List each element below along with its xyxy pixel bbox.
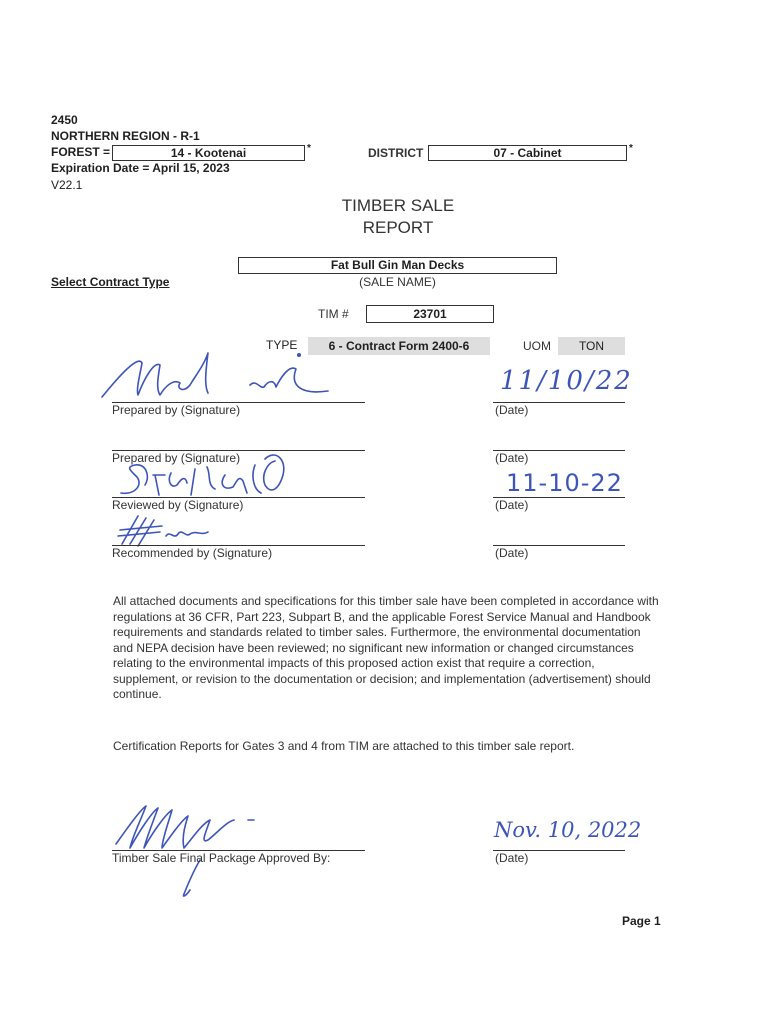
forest-required-mark: * [307,143,311,154]
recommended-label: Recommended by (Signature) [112,546,273,560]
date3-handwritten: 11-10-22 [506,469,623,497]
date5-handwritten: Nov. 10, 2022 [494,818,642,842]
certification-paragraph [113,594,693,703]
date3-label: (Date) [495,498,529,512]
page-number: Page 1 [622,914,661,928]
region-label: NORTHERN REGION - R-1 [51,129,200,143]
tim-label: TIM # [318,307,349,321]
paragraph-line: continue. [113,687,162,701]
uom-label: UOM [523,339,551,353]
tim-field[interactable]: 23701 [366,305,494,323]
paragraph-line: requirements and standards related to timber sales. Furthermore, the environmental documentation [113,625,641,639]
sale-name-field[interactable]: Fat Bull Gin Man Decks [238,257,557,274]
reviewed-label: Reviewed by (Signature) [112,498,244,512]
report-title-line2: REPORT [362,218,434,237]
version-label: V22.1 [51,178,83,192]
district-label: DISTRICT [368,146,424,160]
prepared1-label: Prepared by (Signature) [112,403,241,417]
contract-type-select[interactable]: 6 - Contract Form 2400-6 [308,337,490,355]
form-code: 2450 [51,113,78,127]
date5-label: (Date) [495,851,529,865]
prepared1-signature [100,345,340,405]
report-title-line1: TIMBER SALE [341,196,455,215]
gates-paragraph: Certification Reports for Gates 3 and 4 from TIM are attached to this timber sale report. [113,739,575,753]
select-contract-type-link[interactable]: Select Contract Type [51,275,170,289]
date1-handwritten: 11/10/22 [500,366,633,396]
type-label: TYPE [266,338,298,352]
reviewed-signature [115,445,295,505]
paragraph-line: supplement, or revision to the documentation or decision; and implementation (advertisement) should [113,671,651,686]
forest-label: FOREST = [51,145,111,159]
paragraph-line: relating to the environmental impacts of this proposed action exist that require a correction, [113,656,595,670]
prepared2-label: Prepared by (Signature) [112,451,241,465]
paragraph-line: All attached documents and specifications for this timber sale have been completed in accordance with [113,594,659,608]
forest-field[interactable]: 14 - Kootenai [112,145,305,161]
district-required-mark: * [629,143,633,154]
paragraph-line: and NEPA decision have been reviewed; no significant new information or changed circumstances [113,640,634,655]
date2-label: (Date) [495,451,529,465]
date1-label: (Date) [495,403,529,417]
uom-field[interactable]: TON [558,337,625,355]
paragraph-line: regulations at 36 CFR, Part 223, Subpart B, and the applicable Forest Service Manual and Handbook [113,609,651,624]
approved-label: Timber Sale Final Package Approved By: [112,851,331,865]
district-field[interactable]: 07 - Cabinet [428,145,627,161]
expiration-date: Expiration Date = April 15, 2023 [51,161,230,175]
date4-label: (Date) [495,546,529,560]
sale-name-caption: (SALE NAME) [359,275,436,289]
